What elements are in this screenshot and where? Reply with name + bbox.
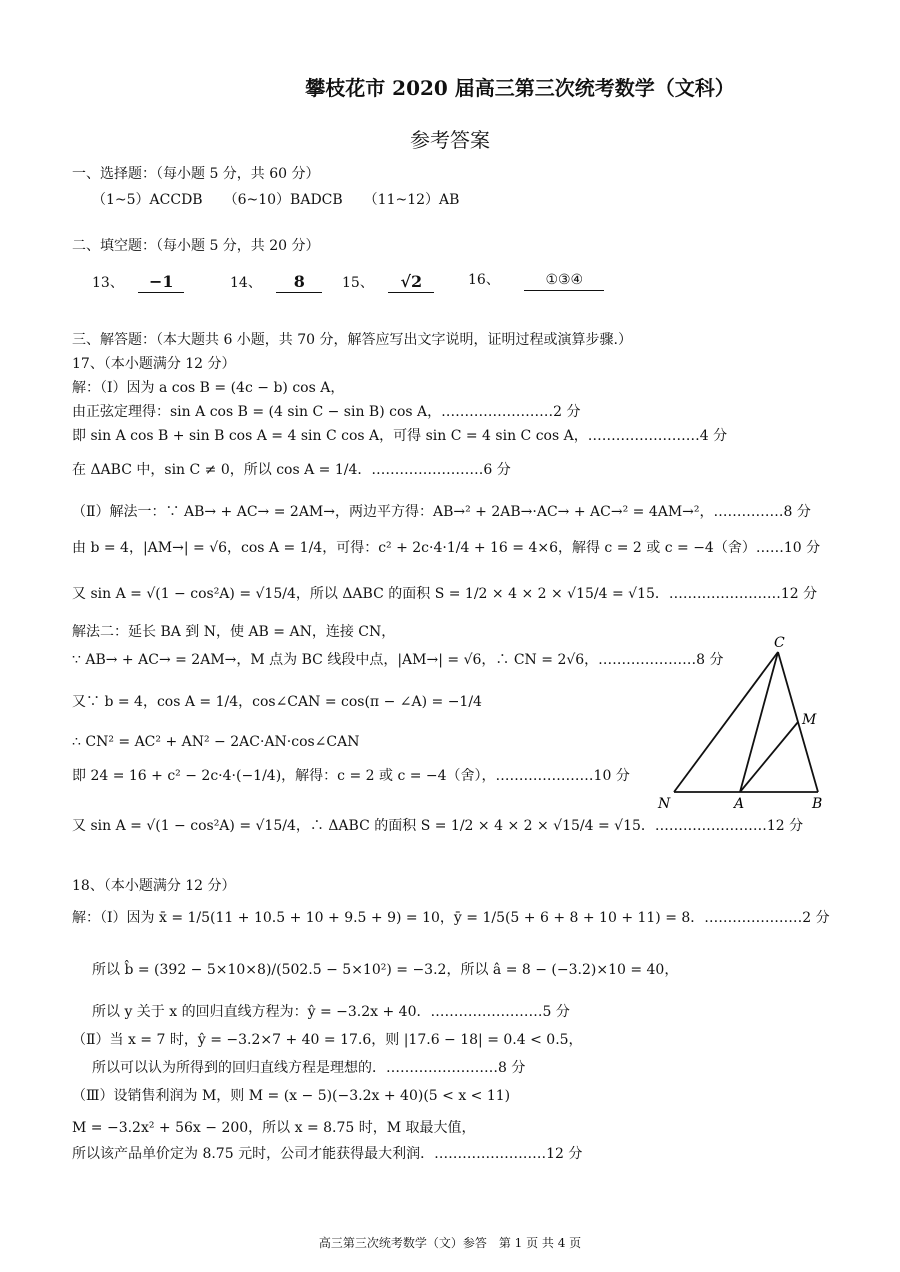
q17-line: 即 24 = 16 + c² − 2c·4·(−1/4)，解得：c = 2 或 c = −4（舍），…………………10 分 xyxy=(72,768,630,784)
q17-line: 又∵ b = 4，cos A = 1/4，cos∠CAN = cos(π − ∠A) = −1/4 xyxy=(72,694,482,710)
fill-blank-15 xyxy=(342,272,434,293)
q18-line: 所以可以认为所得到的回归直线方程是理想的．……………………8 分 xyxy=(92,1060,526,1076)
label-B: B xyxy=(812,796,823,812)
q17-line: 由正弦定理得：sin A cos B = (4 sin C − sin B) cos A，……………………2 分 xyxy=(72,404,581,420)
section3-heading: 三、解答题：（本大题共 6 小题，共 70 分，解答应写出文字说明，证明过程或演算步骤.） xyxy=(72,332,632,348)
blank-answer: √2 xyxy=(388,272,434,293)
blank-answer: 8 xyxy=(276,272,322,293)
label-A: A xyxy=(734,796,745,812)
fill-blank-16 xyxy=(468,272,604,291)
q17-line: 解法二：延长 BA 到 N，使 AB = AN，连接 CN， xyxy=(72,624,396,640)
q18-line: 所以 y 关于 x 的回归直线方程为：ŷ = −3.2x + 40．……………………5 分 xyxy=(92,1004,570,1020)
document-subtitle: 参考答案 xyxy=(410,128,490,152)
blank-label: 13、 xyxy=(92,275,124,291)
q17-line: ∴ CN² = AC² + AN² − 2AC·AN·cos∠CAN xyxy=(72,734,360,750)
q17-line: 即 sin A cos B + sin B cos A = 4 sin C cos A，可得 sin C = 4 sin C cos A，……………………4 分 xyxy=(72,428,728,444)
q18-line: M = −3.2x² + 56x − 200，所以 x = 8.75 时，M 取最大值， xyxy=(72,1120,476,1136)
q17-line: 在 ΔABC 中，sin C ≠ 0，所以 cos A = 1/4．……………………6 分 xyxy=(72,462,511,478)
section1-heading: 一、选择题：（每小题 5 分，共 60 分） xyxy=(72,166,320,182)
q18-line: 所以该产品单价定为 8.75 元时，公司才能获得最大利润．……………………12 分 xyxy=(72,1146,583,1162)
q17-line: 又 sin A = √(1 − cos²A) = √15/4，所以 ΔABC 的面积 S = 1/2 × 4 × 2 × √15/4 = √15．……………………12 分 xyxy=(72,586,818,602)
q17-line: 解：（Ⅰ）因为 a cos B = (4c − b) cos A， xyxy=(72,380,345,396)
q17-line: 又 sin A = √(1 − cos²A) = √15/4，∴ ΔABC 的面积 S = 1/2 × 4 × 2 × √15/4 = √15．……………………12 分 xyxy=(72,818,804,834)
label-C: C xyxy=(774,635,785,651)
section1-answers: （1~5）ACCDB （6~10）BADCB （11~12）AB xyxy=(92,192,460,208)
q18-line: 所以 b̂ = (392 − 5×10×8)/(502.5 − 5×10²) = −3.2，所以 â = 8 − (−3.2)×10 = 40， xyxy=(92,962,679,978)
blank-label: 15、 xyxy=(342,275,374,291)
label-M: M xyxy=(802,712,817,728)
q17-line: （Ⅱ）解法一：∵ AB→ + AC→ = 2AM→，两边平方得：AB→² + 2AB→·AC→ + AC→² = 4AM→²，……………8 分 xyxy=(72,504,811,520)
page-footer: 高三第三次统考数学（文）参答 第 1 页 共 4 页 xyxy=(318,1236,582,1250)
segment-AC xyxy=(740,652,778,792)
segment-NC xyxy=(674,652,778,792)
blank-answer: −1 xyxy=(138,272,184,293)
label-N: N xyxy=(658,796,671,812)
fill-blank-13 xyxy=(92,272,184,293)
section2-heading: 二、填空题：（每小题 5 分，共 20 分） xyxy=(72,238,320,254)
q18-title: 18、（本小题满分 12 分） xyxy=(72,878,236,894)
q17-title: 17、（本小题满分 12 分） xyxy=(72,356,236,372)
q17-line: 由 b = 4，|AM→| = √6，cos A = 1/4，可得：c² + 2c·4·1/4 + 16 = 4×6，解得 c = 2 或 c = −4（舍）……10 分 xyxy=(72,540,821,556)
blank-answer: ①③④ xyxy=(524,272,604,291)
blank-label: 14、 xyxy=(230,275,262,291)
q17-line: ∵ AB→ + AC→ = 2AM→，M 点为 BC 线段中点，|AM→| = √6，∴ CN = 2√6，…………………8 分 xyxy=(72,652,724,668)
triangle-figure xyxy=(650,634,840,814)
document-title: 攀枝花市 2020 届高三第三次统考数学（文科） xyxy=(305,76,735,100)
q18-line: （Ⅲ）设销售利润为 M，则 M = (x − 5)(−3.2x + 40)(5 < x < 11) xyxy=(72,1088,511,1104)
fill-blank-14 xyxy=(230,272,322,293)
q18-line: （Ⅱ）当 x = 7 时，ŷ = −3.2×7 + 40 = 17.6，则 |17.6 − 18| = 0.4 < 0.5， xyxy=(72,1032,583,1048)
blank-label: 16、 xyxy=(468,272,500,288)
q18-line: 解：（Ⅰ）因为 x̄ = 1/5(11 + 10.5 + 10 + 9.5 + 9) = 10，ȳ = 1/5(5 + 6 + 8 + 10 + 11) = 8．…………………2 分 xyxy=(72,910,830,926)
